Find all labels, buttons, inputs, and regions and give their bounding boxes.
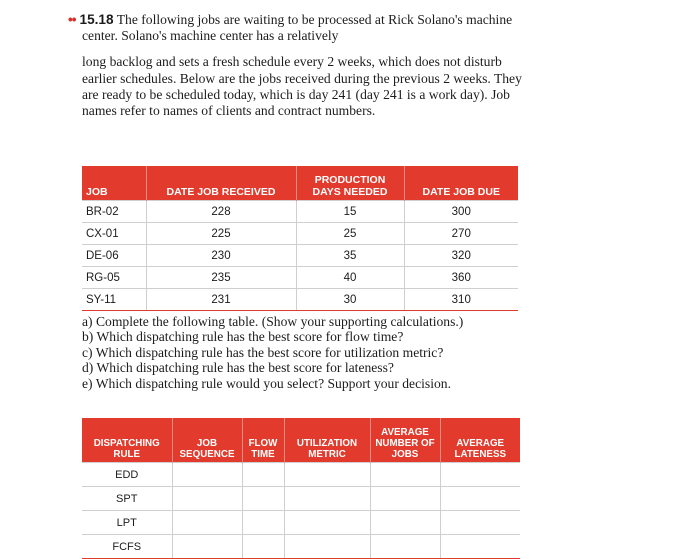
rule-name: SPT (82, 487, 172, 511)
job-sequence-cell (172, 511, 242, 535)
job-name: CX-01 (82, 223, 146, 245)
date-received: 225 (146, 223, 296, 245)
problem-paragraph-1 (68, 12, 522, 44)
rule-name: FCFS (82, 535, 172, 559)
date-received: 230 (146, 245, 296, 267)
header-flow-time: FLOW TIME (242, 418, 284, 463)
job-name: BR-02 (82, 201, 146, 223)
header-dispatching-rule: DISPATCHING RULE (82, 418, 172, 463)
table-row (82, 201, 518, 223)
flow-time-cell (242, 463, 284, 487)
problem-number: 15.18 (79, 12, 114, 27)
job-sequence-cell (172, 463, 242, 487)
avg-jobs-cell (370, 487, 440, 511)
table-row (82, 511, 520, 535)
problem-statement (68, 12, 522, 119)
avg-jobs-cell (370, 463, 440, 487)
dispatching-score-table (82, 418, 520, 559)
question-a: a) Complete the following table. (Show your supporting calculations.) (82, 314, 464, 329)
table-row (82, 223, 518, 245)
table-row (82, 267, 518, 289)
rule-name: EDD (82, 463, 172, 487)
date-received: 235 (146, 267, 296, 289)
date-due: 300 (404, 201, 518, 223)
header-job-sequence: JOB SEQUENCE (172, 418, 242, 463)
rule-name: LPT (82, 511, 172, 535)
avg-jobs-cell (370, 511, 440, 535)
flow-time-cell (242, 487, 284, 511)
avg-lateness-cell (440, 511, 520, 535)
header-production-days: PRODUCTION DAYS NEEDED (296, 166, 404, 201)
question-d: d) Which dispatching rule has the best score for lateness? (82, 360, 394, 376)
header-date-due: DATE JOB DUE (404, 166, 518, 201)
table-row (82, 245, 518, 267)
days-needed: 15 (296, 201, 404, 223)
flow-time-cell (242, 511, 284, 535)
jobs-header-row (82, 166, 518, 201)
header-utilization-metric: UTILIZATION METRIC (284, 418, 370, 463)
problem-text-1: The following jobs are waiting to be processed at Rick Solano's machine center. Solano's machine center has a relatively (82, 12, 513, 44)
header-average-number-of-jobs: AVERAGE NUMBER OF JOBS (370, 418, 440, 463)
header-average-lateness: AVERAGE LATENESS (440, 418, 520, 463)
avg-lateness-cell (440, 487, 520, 511)
job-sequence-cell (172, 487, 242, 511)
date-received: 231 (146, 289, 296, 311)
utilization-cell (284, 511, 370, 535)
date-due: 320 (404, 245, 518, 267)
question-list (82, 314, 532, 391)
difficulty-dots: •• (68, 12, 76, 27)
avg-lateness-cell (440, 463, 520, 487)
job-name: RG-05 (82, 267, 146, 289)
table-row (82, 289, 518, 311)
table-row (82, 487, 520, 511)
days-needed: 25 (296, 223, 404, 245)
utilization-cell (284, 535, 370, 559)
avg-jobs-cell (370, 535, 440, 559)
days-needed: 35 (296, 245, 404, 267)
date-due: 270 (404, 223, 518, 245)
date-due: 360 (404, 267, 518, 289)
job-name: SY-11 (82, 289, 146, 311)
score-header-row (82, 418, 520, 463)
table-row (82, 463, 520, 487)
jobs-table (82, 166, 518, 311)
avg-lateness-cell (440, 535, 520, 559)
job-sequence-cell (172, 535, 242, 559)
problem-text-2: long backlog and sets a fresh schedule every 2 weeks, which does not disturb earlier schedules. Below are the jobs received during the previous 2 weeks. They are ready to be scheduled today, which is day 241 (day 241 is a work day). Job names refer to names of clients and contract numbers. (82, 54, 522, 119)
utilization-cell (284, 487, 370, 511)
question-c: c) Which dispatching rule has the best score for utilization metric? (82, 344, 444, 360)
flow-time-cell (242, 535, 284, 559)
utilization-cell (284, 463, 370, 487)
question-e: e) Which dispatching rule would you select? Support your decision. (82, 375, 451, 391)
days-needed: 30 (296, 289, 404, 311)
table-row (82, 535, 520, 559)
header-date-received: DATE JOB RECEIVED (146, 166, 296, 201)
header-job: JOB (82, 166, 146, 201)
job-name: DE-06 (82, 245, 146, 267)
date-received: 228 (146, 201, 296, 223)
days-needed: 40 (296, 267, 404, 289)
date-due: 310 (404, 289, 518, 311)
question-b: b) Which dispatching rule has the best score for flow time? (82, 329, 404, 345)
